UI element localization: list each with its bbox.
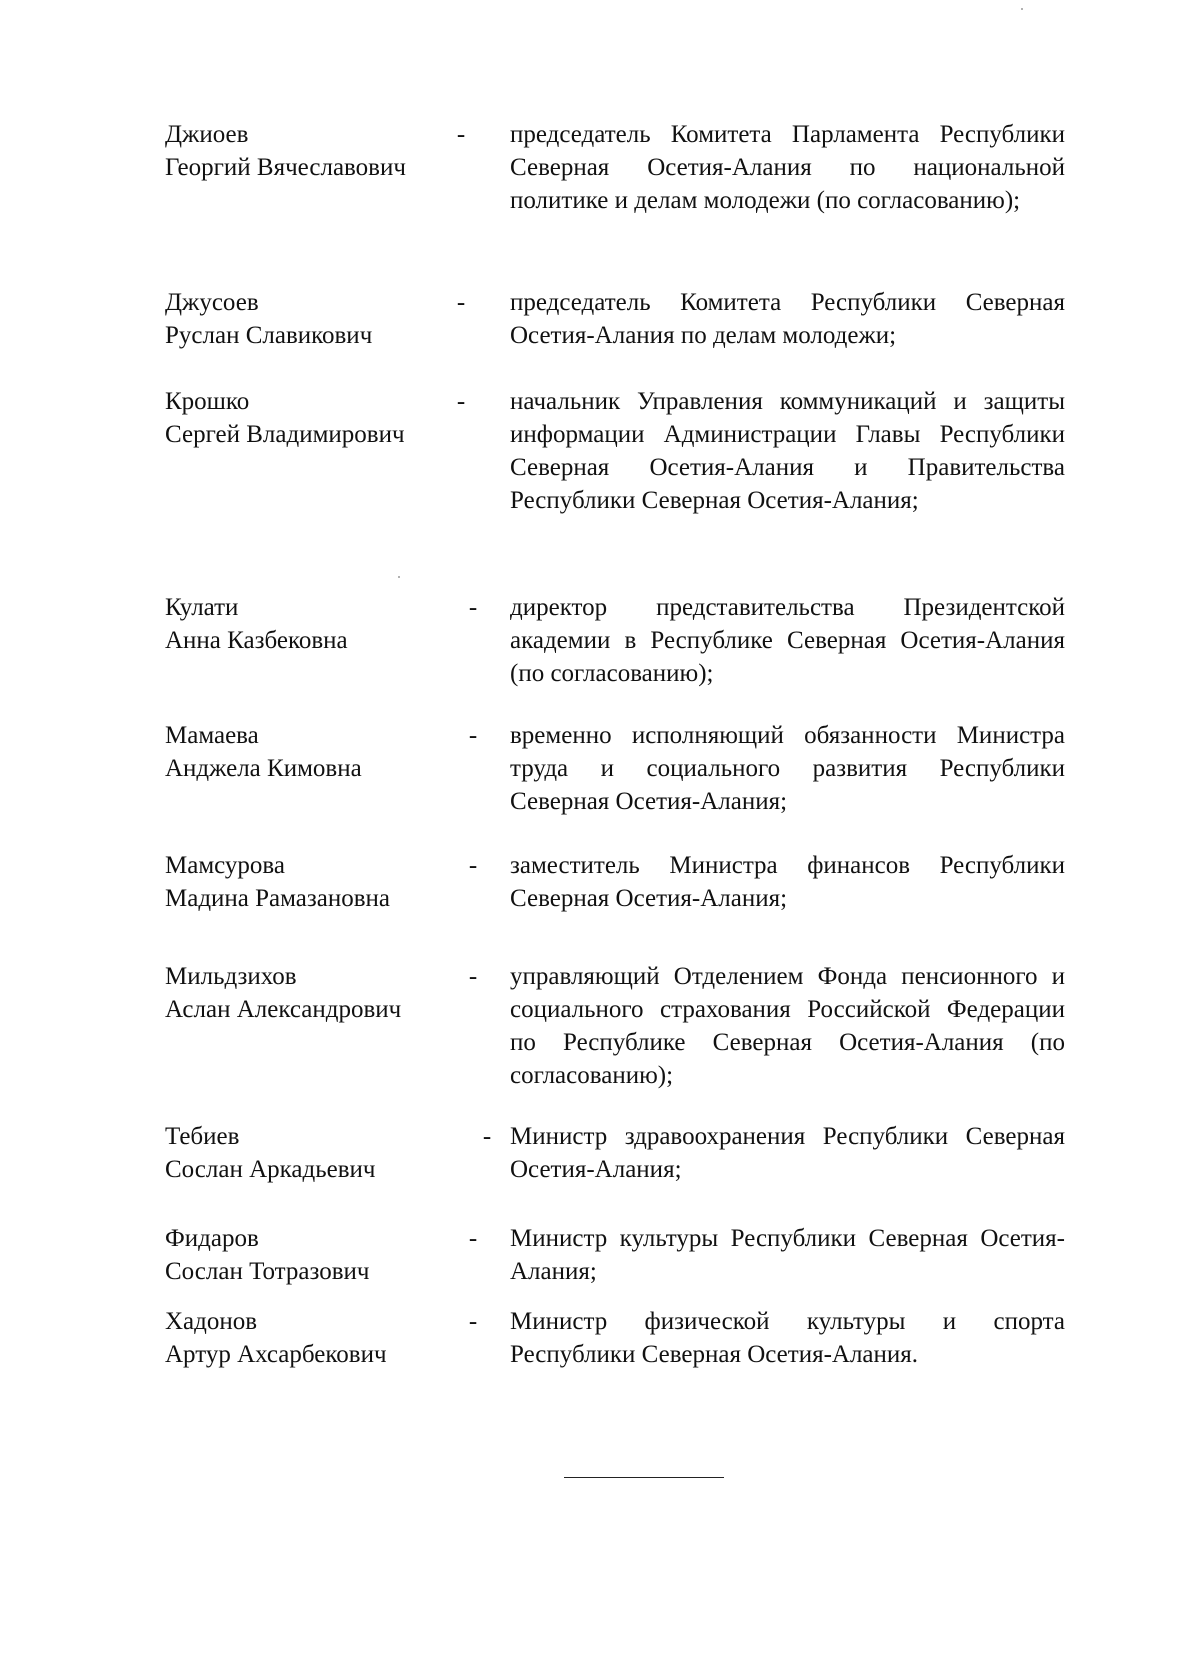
member-given-names: Сослан Тотразович [165,1258,370,1285]
member-given-names: Анджела Кимовна [165,755,362,782]
member-surname: Крошко [165,388,250,415]
dash-separator: - [456,388,466,415]
member-surname: Джиоев [165,121,249,148]
member-position: заместитель Министра финансов Республики Северная Осетия-Алания; [510,852,1065,912]
member-position: директор представительства Президентской академии в Республике Северная Осетия-Алания (по согласованию); [510,594,1065,687]
member-name [165,1120,465,1186]
member-surname: Кулати [165,594,239,621]
member-name [165,385,465,451]
member-given-names: Аслан Александрович [165,996,402,1023]
dash-separator: - [468,1225,478,1252]
member-given-names: Анна Казбековна [165,627,348,654]
dash-separator: - [456,121,466,148]
member-name [165,960,465,1026]
member-position: Министр здравоохранения Республики Северная Осетия-Алания; [510,1123,1065,1183]
member-position: председатель Комитета Парламента Республики Северная Осетия-Алания по национальной политике и делам молодежи (по согласованию); [510,121,1065,214]
member-given-names: Сослан Аркадьевич [165,1156,376,1183]
member-name [165,286,465,352]
member-given-names: Мадина Рамазановна [165,885,391,912]
member-given-names: Сергей Владимирович [165,421,405,448]
member-given-names: Артур Ахсарбекович [165,1341,387,1368]
member-name [165,849,465,915]
member-name [165,1222,465,1288]
member-position: начальник Управления коммуникаций и защиты информации Администрации Главы Республики Северная Осетия-Алания и Правительства Республики Северная Осетия-Алания; [510,388,1065,514]
dash-separator: - [468,722,478,749]
member-surname: Фидаров [165,1225,259,1252]
member-surname: Мамсурова [165,852,285,879]
dash-separator: - [468,963,478,990]
end-divider-line [564,1477,724,1478]
member-position: Министр физической культуры и спорта Республики Северная Осетия-Алания. [510,1308,1065,1368]
member-surname: Тебиев [165,1123,240,1150]
scan-speck [1021,8,1023,10]
member-surname: Хадонов [165,1308,258,1335]
member-given-names: Георгий Вячеславович [165,154,406,181]
member-given-names: Руслан Славикович [165,322,373,349]
dash-separator: - [468,1308,478,1335]
member-surname: Мамаева [165,722,259,749]
dash-separator: - [468,852,478,879]
member-position: Министр культуры Республики Северная Осетия-Алания; [510,1225,1065,1285]
scan-speck [398,576,400,578]
member-position: управляющий Отделением Фонда пенсионного и социального страхования Российской Федерации по Республике Северная Осетия-Алания (по согласованию); [510,963,1065,1089]
member-name [165,1305,465,1371]
dash-separator: - [482,1123,492,1150]
dash-separator: - [456,289,466,316]
dash-separator: - [468,594,478,621]
member-name [165,719,465,785]
member-position: временно исполняющий обязанности Министра труда и социального развития Республики Северная Осетия-Алания; [510,722,1065,815]
member-surname: Мильдзихов [165,963,297,990]
member-name [165,591,465,657]
member-position: председатель Комитета Республики Северная Осетия-Алания по делам молодежи; [510,289,1065,349]
member-surname: Джусоев [165,289,259,316]
member-name [165,118,465,184]
